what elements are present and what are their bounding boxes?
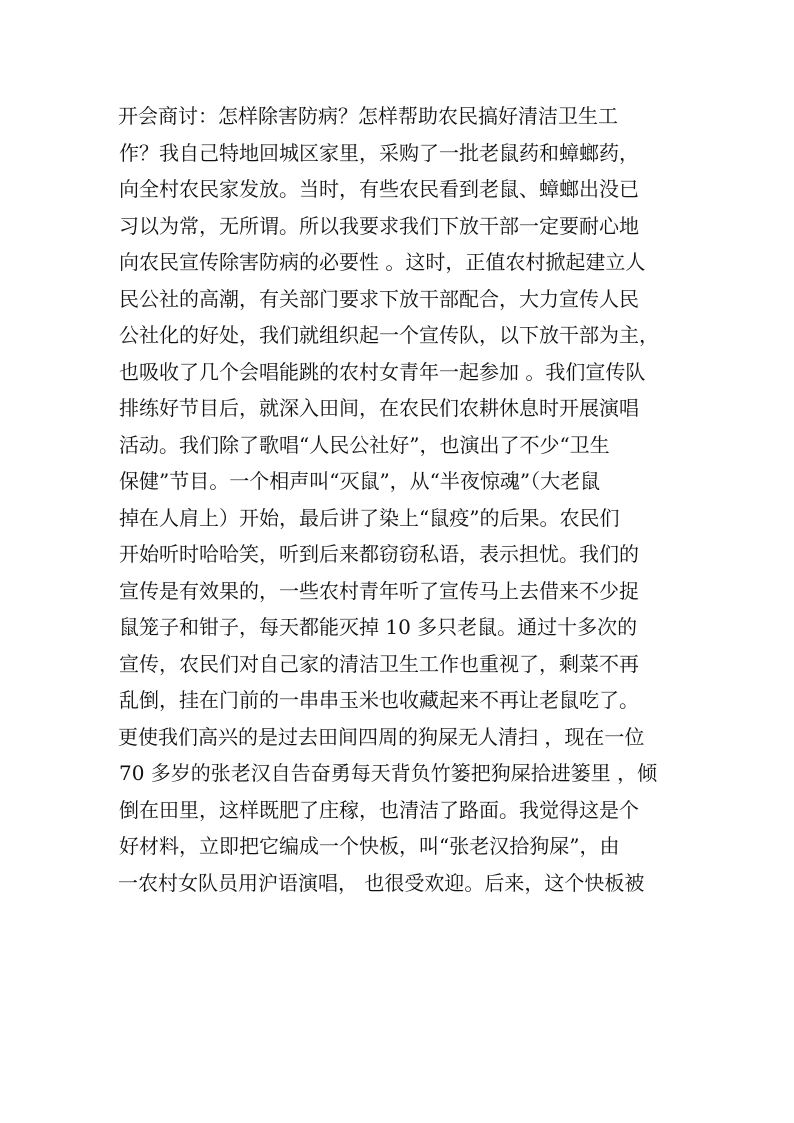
text-line: 公社化的好处，我们就组织起一个宣传队，以下放干部为主， [119,323,659,347]
text-line: 70 多岁的张老汉自告奋勇每天背负竹篓把狗屎拾进篓里 ，倾 [119,761,658,785]
text-line: 宣传，农民们对自己家的清洁卫生工作也重视了，剩菜不再 [119,651,639,676]
text-line: 一农村女队员用沪语演唱， 也很受欢迎。后来，这个快板被 [118,870,645,895]
text-line: 宣传是有效果的，一些农村青年听了宣传马上去借来不少捉 [119,578,639,603]
text-line: 保健”节目。一个相声叫“灭鼠”，从“半夜惊魂”（大老鼠 [119,469,601,493]
text-line: 向农民宣传除害防病的必要性 。这时，正值农村掀起建立人 [119,250,646,274]
text-line: 乱倒，挂在门前的一串串玉米也收藏起来不再让老鼠吃了。 [119,688,639,712]
text-line: 民公社的高潮，有关部门要求下放干部配合，大力宣传人民 [119,286,639,311]
text-line: 也吸收了几个会唱能跳的农村女青年一起参加 。我们宣传队 [119,359,646,384]
text-line: 活动。我们除了歌唱“人民公社好”，也演出了不少“卫生 [119,432,610,457]
text-line: 作？我自己特地回城区家里，采购了一批老鼠药和蟑螂药， [119,140,639,165]
text-line: 排练好节目后，就深入田间，在农民们农耕休息时开展演唱 [119,396,639,420]
text-line: 倒在田里，这样既肥了庄稼，也清洁了路面。我觉得这是个 [119,797,639,822]
text-line: 鼠笼子和钳子，每天都能灭掉 10 多只老鼠。通过十多次的 [119,615,638,639]
body-text [118,98,690,901]
text-line: 向全村农民家发放。当时，有些农民看到老鼠、蟑螂出没已 [119,177,639,201]
text-line: 习以为常，无所谓。所以我要求我们下放干部一定要耐心地 [119,213,639,238]
text-line: 更使我们高兴的是过去田间四周的狗屎无人清扫 ，现在一位 [118,724,645,749]
text-line: 好材料，立即把它编成一个快板，叫“张老汉拾狗屎”，由 [119,834,620,858]
text-line: 掉在人肩上）开始，最后讲了染上“鼠疫”的后果。农民们 [119,505,620,530]
text-line: 开始听时哈哈笑，听到后来都窃窃私语，表示担忧。我们的 [119,542,639,566]
text-line: 开会商讨：怎样除害防病？怎样帮助农民搞好清洁卫生工 [118,104,618,128]
